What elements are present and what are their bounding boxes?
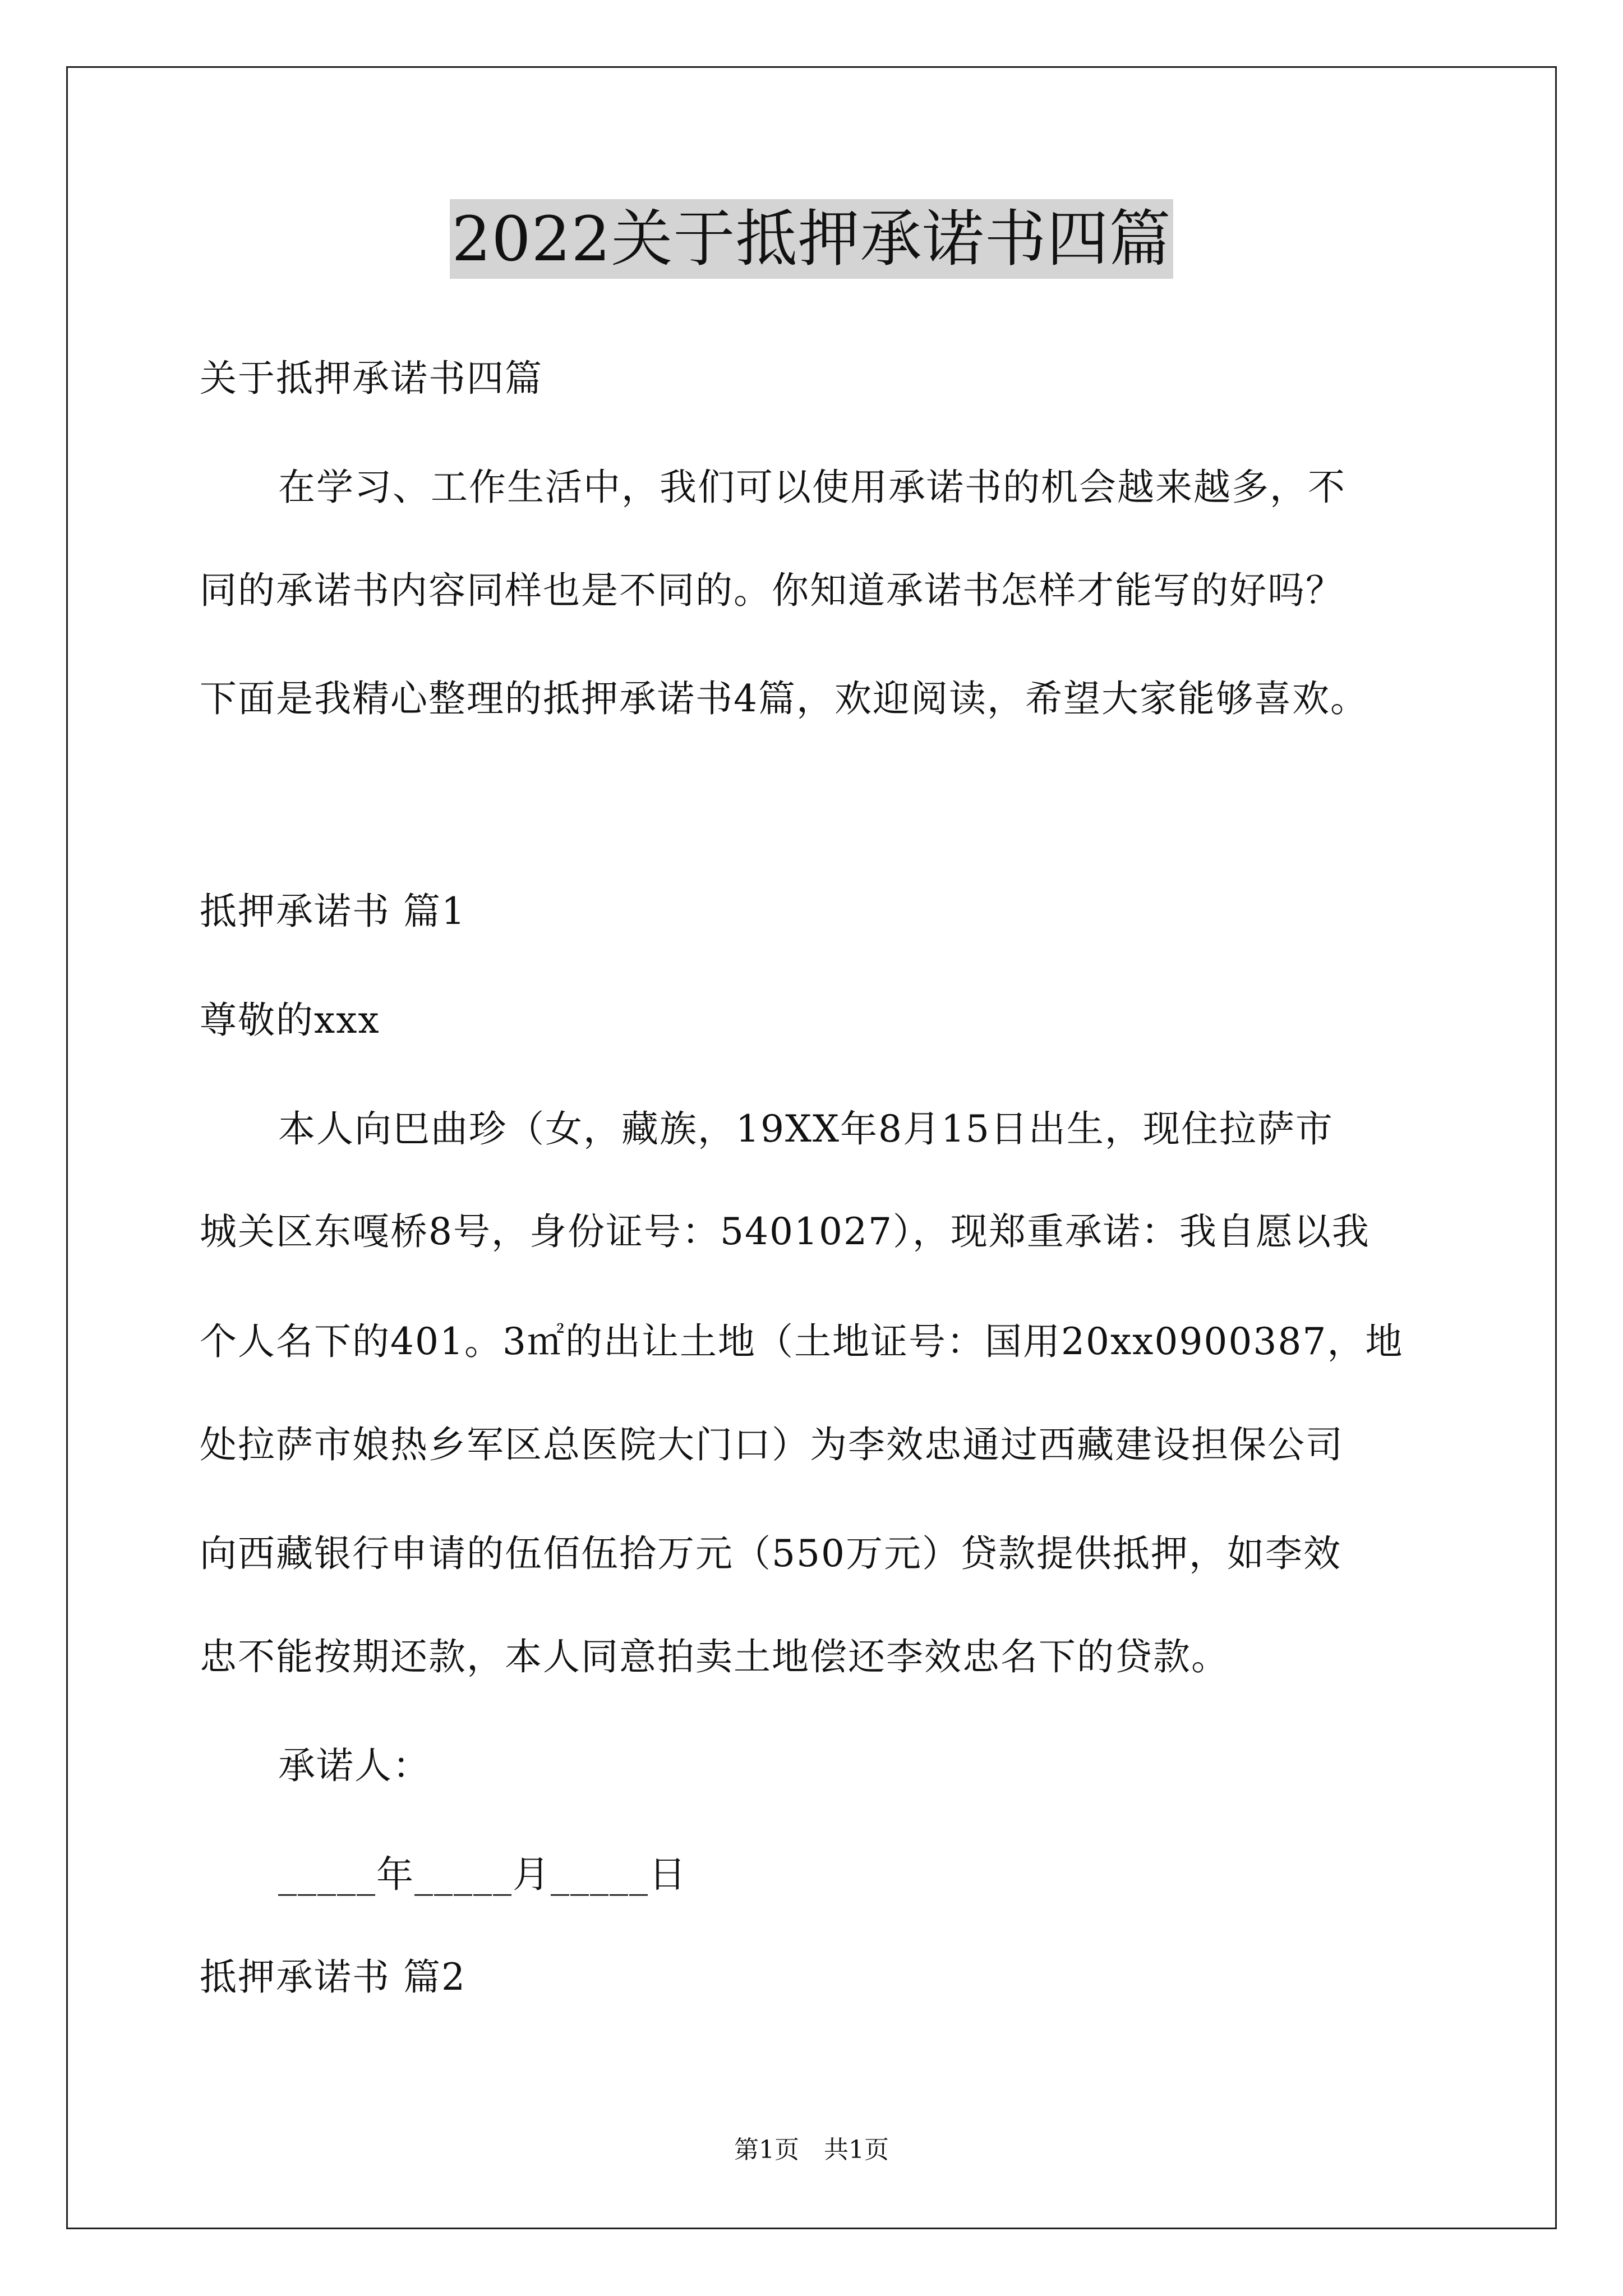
date-line: _____年_____月_____日 — [278, 1853, 687, 1896]
body-line-2: 城关区东嘎桥8号，身份证号：5401027），现郑重承诺：我自愿以我 — [200, 1210, 1370, 1253]
body-line-1: 本人向巴曲珍（女，藏族，19XX年8月15日出生，现住拉萨市 — [278, 1107, 1334, 1151]
body-line-4: 处拉萨市娘热乡军区总医院大门口）为李效忠通过西藏建设担保公司 — [200, 1423, 1344, 1466]
intro-line-3: 下面是我精心整理的抵押承诺书4篇，欢迎阅读，希望大家能够喜欢。 — [200, 677, 1368, 720]
document-title: 2022关于抵押承诺书四篇 — [450, 199, 1174, 279]
intro-line-1: 在学习、工作生活中，我们可以使用承诺书的机会越来越多，不 — [278, 466, 1346, 509]
salutation: 尊敬的xxx — [200, 999, 380, 1042]
body-line-3: 个人名下的401。3㎡的出让土地（土地证号：国用20xx0900387，地 — [200, 1320, 1404, 1363]
page-footer: 第1页 共1页 — [734, 2136, 889, 2164]
body-line-6: 忠不能按期还款，本人同意拍卖土地偿还李效忠名下的贷款。 — [200, 1635, 1229, 1678]
section2-heading: 抵押承诺书 篇2 — [200, 1955, 466, 1999]
body-line-5: 向西藏银行申请的伍佰伍拾万元（550万元）贷款提供抵押，如李效 — [200, 1532, 1341, 1575]
section1-heading: 抵押承诺书 篇1 — [200, 890, 466, 933]
title-container — [0, 199, 1623, 279]
intro-line-2: 同的承诺书内容同样也是不同的。你知道承诺书怎样才能写的好吗？ — [200, 569, 1344, 612]
signer-label: 承诺人： — [278, 1744, 431, 1787]
subtitle: 关于抵押承诺书四篇 — [200, 357, 543, 400]
